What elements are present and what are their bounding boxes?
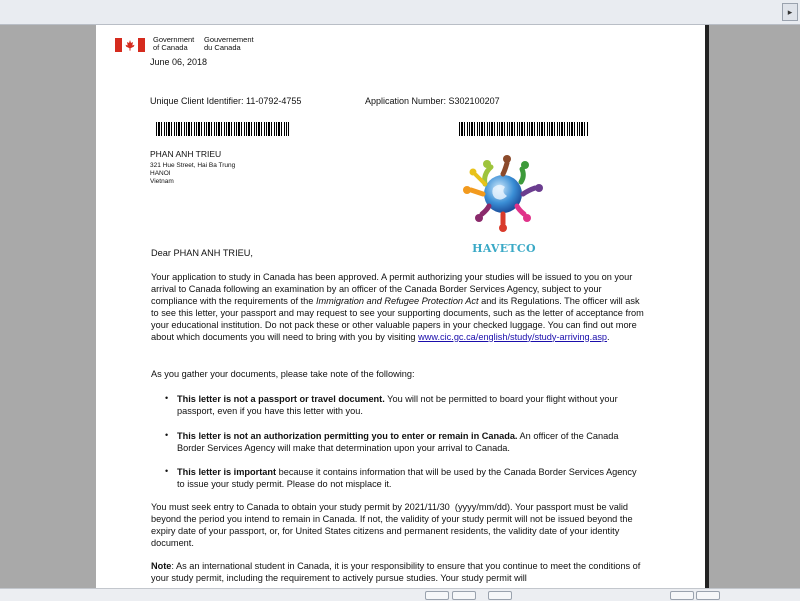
- address-line3: Vietnam: [150, 178, 174, 185]
- date-format-hint: (yyyy/mm/dd): [454, 502, 511, 512]
- p1-end: .: [607, 331, 610, 342]
- p1-act-name: Immigration and Refugee Protection Act: [315, 295, 479, 306]
- address-line1: 321 Hue Street, Hai Ba Trung: [150, 162, 236, 169]
- statusbar-control[interactable]: [425, 591, 449, 600]
- viewer-statusbar: [0, 588, 800, 601]
- paragraph-approval: [151, 272, 644, 343]
- salutation: Dear PHAN ANH TRIEU,: [151, 248, 253, 258]
- p3-text-a: You must seek entry to Canada to obtain your study permit by: [151, 502, 405, 512]
- page-shadow: [705, 25, 709, 588]
- havetco-logo-text: HAVETCO: [472, 242, 536, 255]
- paragraph-entry-deadline: [151, 502, 644, 550]
- unique-client-identifier: Unique Client Identifier: 11-0792-4755: [150, 96, 302, 106]
- gov-en-line2: of Canada: [153, 43, 188, 52]
- statusbar-control[interactable]: [452, 591, 476, 600]
- bullet3-bold: This letter is important: [177, 467, 277, 477]
- people-globe-logo-icon: [455, 154, 551, 234]
- canada-flag-icon: [115, 38, 145, 52]
- bullet1-text: You will not be permitted to board your flight without your passport, even if you have this letter with you.: [177, 394, 618, 416]
- entry-deadline-date: 2021/11/30: [404, 502, 450, 512]
- gov-fr-line2: du Canada: [204, 43, 241, 52]
- bullet-item-1: [177, 394, 644, 418]
- bullet3-text: because it contains information that will be used by the Canada Border Services Agency to issue your study permit. Please do not misplace it.: [177, 467, 637, 489]
- gov-fr-line1: Gouvernement: [204, 35, 254, 44]
- bullet-icon: •: [165, 466, 169, 476]
- paragraph-note: [151, 561, 644, 585]
- gov-en-line1: Government: [153, 35, 195, 44]
- statusbar-control[interactable]: [670, 591, 694, 600]
- statusbar-control[interactable]: [488, 591, 512, 600]
- viewer-toolbar: [0, 0, 800, 25]
- bullet2-text: An officer of the Canada Border Services Agency will make that determination upon your arrival to Canada.: [177, 431, 619, 453]
- recipient-name: PHAN ANH TRIEU: [150, 149, 222, 159]
- bullet-icon: •: [165, 430, 169, 440]
- address-line2: HANOI: [150, 170, 171, 177]
- bullet2-bold: This letter is not an authorization permitting you to enter or remain in Canada.: [177, 431, 518, 441]
- note-text: : As an international student in Canada, it is your responsibility to ensure that you continue to meet the conditions of your study permit, including the requirement to actively pursue studies. Your study permit will: [151, 561, 641, 583]
- bullet-item-3: [177, 467, 644, 491]
- letter-page: [96, 25, 705, 588]
- bullet-icon: •: [165, 393, 169, 403]
- government-fr: [204, 36, 254, 52]
- statusbar-control[interactable]: [696, 591, 720, 600]
- p3-text-b: . Your passport must be valid beyond the period you intend to remain in Canada. If not, the validity of your study permit will not be issued beyond the expiry date of your passport, or, for United States citizens and permanent residents, the validity date of your identity document.: [151, 502, 633, 548]
- government-en: [153, 36, 194, 52]
- p1-text-b: and its Regulations. The officer will ask to see this letter, your passport and may request to see your supporting documents, such as the letter of acceptance from your educational institution. Do not pack these or other valuable papers in your checked luggage. You can find out more about which documents you will need to bring with you by visiting: [151, 295, 644, 342]
- bullet1-bold: This letter is not a passport or travel document.: [177, 394, 385, 404]
- paragraph-intro-list: As you gather your documents, please take note of the following:: [151, 369, 415, 379]
- letter-date: June 06, 2018: [150, 57, 208, 67]
- uci-barcode: [156, 122, 289, 136]
- note-label: Note: [151, 561, 172, 571]
- scroll-right-button[interactable]: ▸: [782, 3, 798, 21]
- study-arriving-link[interactable]: www.cic.gc.ca/english/study/study-arriving.asp: [418, 331, 608, 342]
- application-number: Application Number: S302100207: [365, 96, 500, 106]
- application-barcode: [459, 122, 589, 136]
- p1-text-a: Your application to study in Canada has been approved. A permit authorizing your studies will be issued to you on your arrival to Canada following an examination by an officer of the Canada Border Services Agency, subject to your compliance with the requirements of the: [151, 272, 633, 306]
- bullet-item-2: [177, 431, 644, 455]
